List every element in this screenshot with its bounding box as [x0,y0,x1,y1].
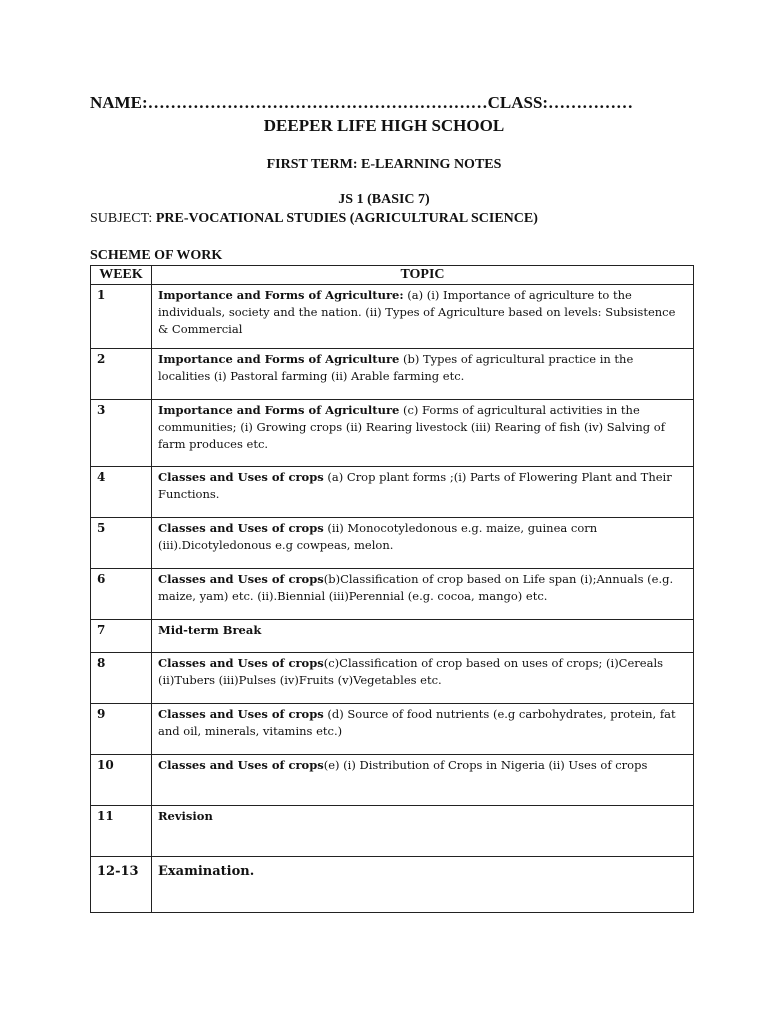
subject-label: SUBJECT: [90,211,153,226]
name-class-line: NAME:……………………………………………………CLASS:…………… [90,93,634,112]
table-row [91,857,694,913]
topic-cell [152,704,694,755]
topic-cell [152,467,694,518]
table-header-row [91,266,694,285]
column-header-week: WEEK [91,266,152,285]
subject-line [90,211,538,227]
table-row [91,285,694,349]
week-cell: 3 [91,400,152,467]
topic-cell [152,806,694,857]
scheme-of-work-table [90,265,694,913]
topic-heading: Classes and Uses of crops [158,521,324,535]
subject-value: PRE-VOCATIONAL STUDIES (AGRICULTURAL SCIENCE) [155,211,538,226]
topic-cell [152,349,694,400]
column-header-topic: TOPIC [152,266,694,285]
week-cell: 5 [91,518,152,569]
topic-detail: (a) Crop plant forms ;(i) Parts of Flowering Plant and Their Functions. [158,470,672,501]
week-cell: 1 [91,285,152,349]
topic-detail: (c)Classification of crop based on uses of crops; (i)Cereals (ii)Tubers (iii)Pulses (iv)Fruits (v)Vegetables etc. [158,656,664,687]
topic-heading: Importance and Forms of Agriculture [158,352,400,366]
week-cell: 7 [91,620,152,653]
topic-heading: Importance and Forms of Agriculture: [158,288,404,302]
week-cell: 12-13 [91,857,152,913]
topic-cell [152,400,694,467]
topic-heading: Revision [158,809,213,823]
topic-detail: (a) (i) Importance of agriculture to the individuals, society and the nation. (ii) Types of Agriculture based on levels: Subsistence & Commercial [158,288,676,336]
topic-cell [152,857,694,913]
topic-heading: Classes and Uses of crops [158,656,324,670]
topic-cell [152,755,694,806]
topic-heading: Classes and Uses of crops [158,707,324,721]
table-row [91,400,694,467]
topic-cell [152,653,694,704]
week-cell: 4 [91,467,152,518]
topic-detail: (b) Types of agricultural practice in the localities (i) Pastoral farming (ii) Arable farming etc. [158,352,634,383]
scheme-title: SCHEME OF WORK [90,248,223,263]
table-row [91,653,694,704]
topic-detail: (d) Source of food nutrients (e.g carbohydrates, protein, fat and oil, minerals, vitamins etc.) [158,707,676,738]
topic-detail: (c) Forms of agricultural activities in the communities; (i) Growing crops (ii) Rearing livestock (iii) Rearing of fish (iv) Salving of farm produces etc. [158,403,665,451]
term-title: FIRST TERM: E-LEARNING NOTES [266,157,502,172]
table-row [91,518,694,569]
table-row [91,704,694,755]
week-cell: 11 [91,806,152,857]
table-row [91,806,694,857]
topic-cell [152,285,694,349]
topic-heading: Importance and Forms of Agriculture [158,403,400,417]
topic-heading: Examination. [158,864,255,879]
topic-detail: (e) (i) Distribution of Crops in Nigeria (ii) Uses of crops [323,758,648,772]
school-name: DEEPER LIFE HIGH SCHOOL [263,116,505,135]
topic-detail: (ii) Monocotyledonous e.g. maize, guinea corn (iii).Dicotyledonous e.g cowpeas, melon. [158,521,598,552]
table-row [91,569,694,620]
topic-heading: Classes and Uses of crops [158,572,324,586]
topic-heading: Classes and Uses of crops [158,758,324,772]
topic-detail: (b)Classification of crop based on Life span (i);Annuals (e.g. maize, yam) etc. (ii).Biennial (iii)Perennial (e.g. cocoa, mango) etc. [158,572,674,603]
topic-cell [152,569,694,620]
topic-cell [152,518,694,569]
table-row [91,349,694,400]
week-cell: 8 [91,653,152,704]
week-cell: 2 [91,349,152,400]
week-cell: 10 [91,755,152,806]
topic-heading: Mid-term Break [158,623,262,637]
topic-cell [152,620,694,653]
table-row [91,467,694,518]
week-cell: 9 [91,704,152,755]
table-row [91,620,694,653]
table-row [91,755,694,806]
week-cell: 6 [91,569,152,620]
topic-heading: Classes and Uses of crops [158,470,324,484]
class-title: JS 1 (BASIC 7) [338,192,430,207]
